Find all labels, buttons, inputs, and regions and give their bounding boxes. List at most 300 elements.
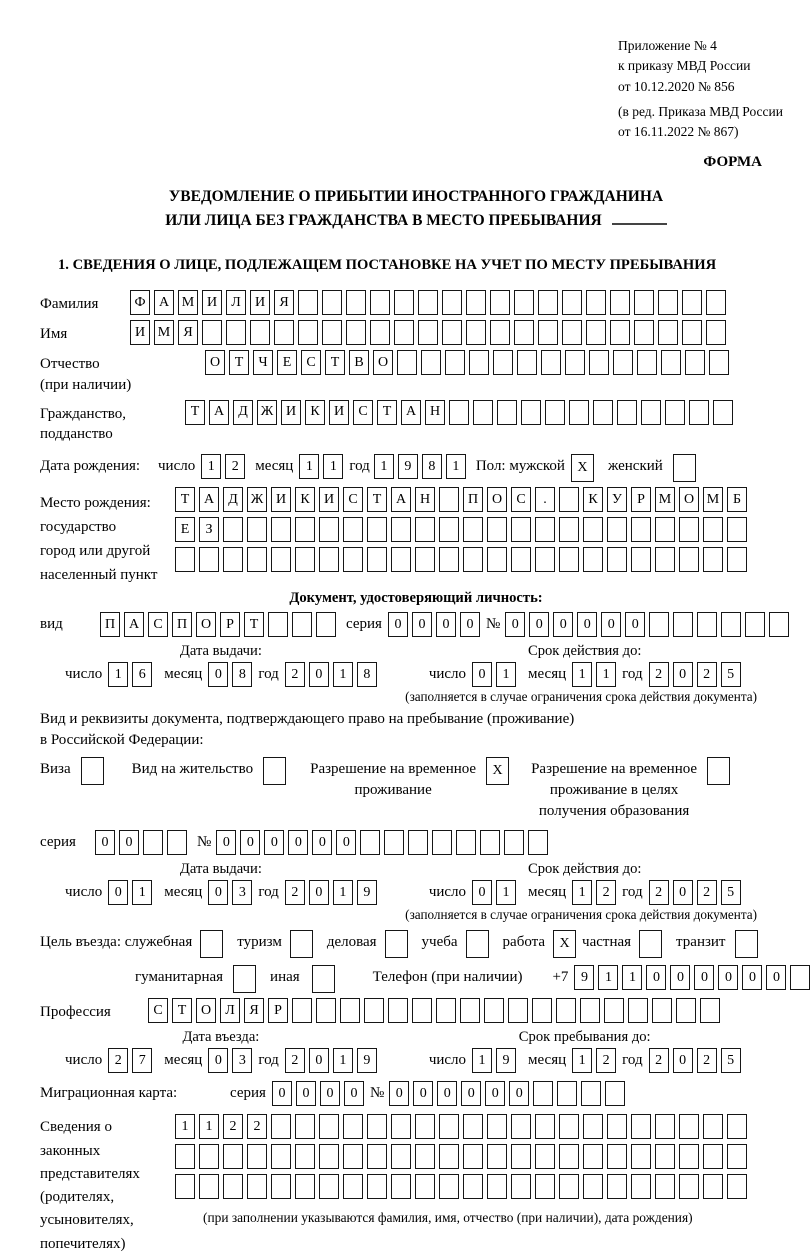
char-cell[interactable]: 0 <box>742 965 762 990</box>
char-cell[interactable]: 2 <box>649 880 669 905</box>
char-cell[interactable] <box>658 320 678 345</box>
char-cell[interactable]: 1 <box>572 1048 592 1073</box>
given-name-cells[interactable] <box>130 320 726 345</box>
char-cell[interactable]: Л <box>226 290 246 315</box>
char-cell[interactable] <box>343 1144 363 1169</box>
char-cell[interactable] <box>298 290 318 315</box>
representatives-row3-cells[interactable] <box>175 1174 747 1199</box>
char-cell[interactable]: 0 <box>412 612 432 637</box>
char-cell[interactable] <box>562 290 582 315</box>
char-cell[interactable]: 2 <box>596 880 616 905</box>
residence-valid-day-cells[interactable] <box>472 880 516 905</box>
char-cell[interactable]: 0 <box>309 1048 329 1073</box>
char-cell[interactable] <box>391 517 411 542</box>
char-cell[interactable] <box>689 400 709 425</box>
char-cell[interactable]: Ж <box>247 487 267 512</box>
char-cell[interactable]: Д <box>233 400 253 425</box>
char-cell[interactable] <box>580 998 600 1023</box>
identity-number-cells[interactable] <box>505 612 789 637</box>
char-cell[interactable]: 2 <box>285 880 305 905</box>
char-cell[interactable]: 9 <box>357 1048 377 1073</box>
char-cell[interactable]: 0 <box>601 612 621 637</box>
char-cell[interactable] <box>445 350 465 375</box>
char-cell[interactable] <box>271 1144 291 1169</box>
char-cell[interactable]: 8 <box>357 662 377 687</box>
char-cell[interactable] <box>727 1144 747 1169</box>
char-cell[interactable]: 1 <box>199 1114 219 1139</box>
char-cell[interactable] <box>637 350 657 375</box>
char-cell[interactable]: 1 <box>108 662 128 687</box>
char-cell[interactable] <box>661 350 681 375</box>
char-cell[interactable] <box>343 1114 363 1139</box>
char-cell[interactable]: Е <box>175 517 195 542</box>
char-cell[interactable]: 0 <box>553 612 573 637</box>
char-cell[interactable] <box>439 547 459 572</box>
char-cell[interactable] <box>649 612 669 637</box>
char-cell[interactable] <box>367 517 387 542</box>
char-cell[interactable]: М <box>178 290 198 315</box>
entry-day-cells[interactable] <box>108 1048 152 1073</box>
char-cell[interactable] <box>432 830 452 855</box>
char-cell[interactable] <box>463 1174 483 1199</box>
char-cell[interactable] <box>463 517 483 542</box>
char-cell[interactable] <box>631 517 651 542</box>
work-checkbox[interactable] <box>553 930 576 958</box>
char-cell[interactable]: 2 <box>649 1048 669 1073</box>
char-cell[interactable] <box>490 320 510 345</box>
char-cell[interactable] <box>292 612 312 637</box>
char-cell[interactable]: Н <box>415 487 435 512</box>
char-cell[interactable] <box>364 998 384 1023</box>
char-cell[interactable]: 2 <box>697 662 717 687</box>
char-cell[interactable] <box>641 400 661 425</box>
char-cell[interactable] <box>703 517 723 542</box>
char-cell[interactable]: 0 <box>718 965 738 990</box>
char-cell[interactable] <box>415 1114 435 1139</box>
char-cell[interactable]: А <box>401 400 421 425</box>
char-cell[interactable]: С <box>343 487 363 512</box>
char-cell[interactable]: 7 <box>132 1048 152 1073</box>
char-cell[interactable] <box>202 320 222 345</box>
char-cell[interactable] <box>497 400 517 425</box>
char-cell[interactable]: 0 <box>673 662 693 687</box>
char-cell[interactable]: О <box>196 998 216 1023</box>
char-cell[interactable]: И <box>271 487 291 512</box>
char-cell[interactable] <box>559 1144 579 1169</box>
char-cell[interactable]: С <box>148 612 168 637</box>
char-cell[interactable] <box>271 1114 291 1139</box>
char-cell[interactable] <box>679 1174 699 1199</box>
char-cell[interactable] <box>593 400 613 425</box>
residence-permit-checkbox[interactable] <box>263 757 286 785</box>
char-cell[interactable]: И <box>281 400 301 425</box>
char-cell[interactable] <box>199 547 219 572</box>
char-cell[interactable] <box>535 1144 555 1169</box>
char-cell[interactable] <box>607 1114 627 1139</box>
char-cell[interactable]: М <box>655 487 675 512</box>
char-cell[interactable] <box>223 547 243 572</box>
char-cell[interactable] <box>460 998 480 1023</box>
char-cell[interactable] <box>769 612 789 637</box>
char-cell[interactable]: Т <box>367 487 387 512</box>
char-cell[interactable]: 2 <box>285 662 305 687</box>
char-cell[interactable]: 2 <box>247 1114 267 1139</box>
char-cell[interactable] <box>223 1144 243 1169</box>
char-cell[interactable] <box>541 350 561 375</box>
char-cell[interactable] <box>343 517 363 542</box>
char-cell[interactable] <box>583 547 603 572</box>
char-cell[interactable]: И <box>319 487 339 512</box>
char-cell[interactable]: X <box>486 757 509 785</box>
char-cell[interactable] <box>679 1114 699 1139</box>
char-cell[interactable]: Т <box>175 487 195 512</box>
char-cell[interactable]: 2 <box>596 1048 616 1073</box>
char-cell[interactable] <box>421 350 441 375</box>
char-cell[interactable]: 3 <box>232 1048 252 1073</box>
char-cell[interactable]: Д <box>223 487 243 512</box>
char-cell[interactable] <box>442 320 462 345</box>
private-checkbox[interactable] <box>639 930 662 958</box>
char-cell[interactable] <box>533 1081 553 1106</box>
char-cell[interactable] <box>263 757 286 785</box>
char-cell[interactable] <box>480 830 500 855</box>
char-cell[interactable]: Ч <box>253 350 273 375</box>
char-cell[interactable] <box>545 400 565 425</box>
char-cell[interactable]: С <box>301 350 321 375</box>
char-cell[interactable]: 0 <box>320 1081 340 1106</box>
char-cell[interactable] <box>484 998 504 1023</box>
char-cell[interactable] <box>703 1114 723 1139</box>
char-cell[interactable]: 1 <box>446 454 466 479</box>
char-cell[interactable] <box>487 517 507 542</box>
char-cell[interactable] <box>247 547 267 572</box>
birth-place-row3-cells[interactable] <box>175 547 747 572</box>
char-cell[interactable] <box>391 547 411 572</box>
char-cell[interactable] <box>346 320 366 345</box>
char-cell[interactable]: X <box>571 454 594 482</box>
char-cell[interactable] <box>511 1144 531 1169</box>
char-cell[interactable] <box>271 547 291 572</box>
char-cell[interactable]: Я <box>274 290 294 315</box>
char-cell[interactable] <box>610 290 630 315</box>
char-cell[interactable]: И <box>130 320 150 345</box>
char-cell[interactable]: О <box>679 487 699 512</box>
char-cell[interactable]: 1 <box>622 965 642 990</box>
char-cell[interactable] <box>487 547 507 572</box>
char-cell[interactable]: П <box>172 612 192 637</box>
char-cell[interactable] <box>274 320 294 345</box>
char-cell[interactable] <box>367 1174 387 1199</box>
char-cell[interactable]: Т <box>244 612 264 637</box>
char-cell[interactable] <box>295 517 315 542</box>
char-cell[interactable] <box>583 1114 603 1139</box>
char-cell[interactable] <box>412 998 432 1023</box>
edu-residence-checkbox[interactable] <box>707 757 730 785</box>
char-cell[interactable] <box>631 1174 651 1199</box>
char-cell[interactable] <box>394 320 414 345</box>
char-cell[interactable] <box>538 320 558 345</box>
char-cell[interactable] <box>370 290 390 315</box>
char-cell[interactable] <box>569 400 589 425</box>
char-cell[interactable] <box>370 320 390 345</box>
char-cell[interactable] <box>706 290 726 315</box>
char-cell[interactable] <box>175 1144 195 1169</box>
char-cell[interactable] <box>559 1114 579 1139</box>
char-cell[interactable] <box>703 1174 723 1199</box>
char-cell[interactable]: А <box>199 487 219 512</box>
char-cell[interactable] <box>535 517 555 542</box>
char-cell[interactable]: 0 <box>296 1081 316 1106</box>
char-cell[interactable] <box>655 1114 675 1139</box>
char-cell[interactable] <box>607 1144 627 1169</box>
char-cell[interactable] <box>442 290 462 315</box>
char-cell[interactable]: 1 <box>132 880 152 905</box>
char-cell[interactable] <box>466 320 486 345</box>
char-cell[interactable]: 0 <box>413 1081 433 1106</box>
birth-place-row2-cells[interactable] <box>175 517 747 542</box>
identity-issue-day-cells[interactable] <box>108 662 152 687</box>
char-cell[interactable] <box>436 998 456 1023</box>
char-cell[interactable] <box>415 517 435 542</box>
char-cell[interactable] <box>583 517 603 542</box>
char-cell[interactable]: 0 <box>344 1081 364 1106</box>
char-cell[interactable] <box>745 612 765 637</box>
char-cell[interactable]: 2 <box>225 454 245 479</box>
char-cell[interactable] <box>319 1114 339 1139</box>
char-cell[interactable] <box>673 454 696 482</box>
birth-day-cells[interactable] <box>201 454 245 479</box>
char-cell[interactable] <box>367 1114 387 1139</box>
char-cell[interactable] <box>340 998 360 1023</box>
transit-checkbox[interactable] <box>735 930 758 958</box>
char-cell[interactable]: 9 <box>574 965 594 990</box>
char-cell[interactable] <box>247 1144 267 1169</box>
char-cell[interactable] <box>490 290 510 315</box>
char-cell[interactable] <box>581 1081 601 1106</box>
char-cell[interactable]: 0 <box>472 880 492 905</box>
char-cell[interactable] <box>583 1144 603 1169</box>
representatives-row2-cells[interactable] <box>175 1144 747 1169</box>
char-cell[interactable]: 8 <box>422 454 442 479</box>
char-cell[interactable] <box>388 998 408 1023</box>
char-cell[interactable] <box>319 517 339 542</box>
char-cell[interactable] <box>487 1114 507 1139</box>
char-cell[interactable]: А <box>391 487 411 512</box>
char-cell[interactable] <box>605 1081 625 1106</box>
residence-valid-year-cells[interactable] <box>649 880 741 905</box>
char-cell[interactable] <box>521 400 541 425</box>
char-cell[interactable]: 1 <box>333 662 353 687</box>
char-cell[interactable] <box>655 547 675 572</box>
surname-cells[interactable] <box>130 290 726 315</box>
char-cell[interactable] <box>298 320 318 345</box>
char-cell[interactable] <box>665 400 685 425</box>
residence-issue-day-cells[interactable] <box>108 880 152 905</box>
char-cell[interactable] <box>703 1144 723 1169</box>
char-cell[interactable]: К <box>295 487 315 512</box>
char-cell[interactable] <box>397 350 417 375</box>
char-cell[interactable]: 0 <box>437 1081 457 1106</box>
char-cell[interactable] <box>700 998 720 1023</box>
char-cell[interactable]: 0 <box>673 1048 693 1073</box>
char-cell[interactable]: О <box>487 487 507 512</box>
char-cell[interactable] <box>613 350 633 375</box>
char-cell[interactable] <box>713 400 733 425</box>
char-cell[interactable] <box>223 517 243 542</box>
char-cell[interactable] <box>511 1114 531 1139</box>
char-cell[interactable] <box>487 1174 507 1199</box>
char-cell[interactable]: 0 <box>646 965 666 990</box>
char-cell[interactable] <box>81 757 104 785</box>
char-cell[interactable] <box>167 830 187 855</box>
char-cell[interactable] <box>268 612 288 637</box>
char-cell[interactable]: 1 <box>572 662 592 687</box>
char-cell[interactable] <box>727 547 747 572</box>
char-cell[interactable] <box>535 547 555 572</box>
char-cell[interactable]: 2 <box>697 1048 717 1073</box>
char-cell[interactable]: 0 <box>216 830 236 855</box>
char-cell[interactable]: 0 <box>108 880 128 905</box>
char-cell[interactable] <box>634 320 654 345</box>
char-cell[interactable] <box>617 400 637 425</box>
char-cell[interactable] <box>631 1114 651 1139</box>
char-cell[interactable]: 2 <box>108 1048 128 1073</box>
char-cell[interactable] <box>271 1174 291 1199</box>
char-cell[interactable] <box>343 547 363 572</box>
char-cell[interactable] <box>408 830 428 855</box>
char-cell[interactable]: О <box>373 350 393 375</box>
char-cell[interactable]: 0 <box>505 612 525 637</box>
citizenship-cells[interactable] <box>185 400 733 425</box>
other-purpose-checkbox[interactable] <box>312 965 335 993</box>
char-cell[interactable]: И <box>250 290 270 315</box>
char-cell[interactable]: П <box>463 487 483 512</box>
char-cell[interactable]: 5 <box>721 880 741 905</box>
char-cell[interactable]: Р <box>220 612 240 637</box>
char-cell[interactable] <box>532 998 552 1023</box>
char-cell[interactable] <box>175 547 195 572</box>
char-cell[interactable] <box>199 1144 219 1169</box>
char-cell[interactable] <box>721 612 741 637</box>
char-cell[interactable]: 8 <box>232 662 252 687</box>
char-cell[interactable] <box>493 350 513 375</box>
char-cell[interactable]: З <box>199 517 219 542</box>
char-cell[interactable] <box>343 1174 363 1199</box>
temp-residence-checkbox[interactable] <box>486 757 509 785</box>
residence-series-cells[interactable] <box>95 830 187 855</box>
char-cell[interactable] <box>556 998 576 1023</box>
char-cell[interactable]: 1 <box>496 662 516 687</box>
char-cell[interactable]: К <box>583 487 603 512</box>
char-cell[interactable]: 1 <box>323 454 343 479</box>
char-cell[interactable]: 0 <box>208 662 228 687</box>
char-cell[interactable] <box>346 290 366 315</box>
humanitarian-checkbox[interactable] <box>233 965 256 993</box>
char-cell[interactable] <box>673 612 693 637</box>
residence-issue-month-cells[interactable] <box>208 880 252 905</box>
representatives-row1-cells[interactable] <box>175 1114 747 1139</box>
char-cell[interactable]: Р <box>268 998 288 1023</box>
char-cell[interactable] <box>200 930 223 958</box>
char-cell[interactable]: С <box>148 998 168 1023</box>
char-cell[interactable] <box>703 547 723 572</box>
char-cell[interactable] <box>415 1174 435 1199</box>
char-cell[interactable] <box>583 1174 603 1199</box>
char-cell[interactable] <box>604 998 624 1023</box>
char-cell[interactable] <box>449 400 469 425</box>
char-cell[interactable] <box>418 290 438 315</box>
char-cell[interactable]: 1 <box>175 1114 195 1139</box>
char-cell[interactable] <box>418 320 438 345</box>
char-cell[interactable] <box>319 1174 339 1199</box>
char-cell[interactable] <box>679 1144 699 1169</box>
char-cell[interactable]: 5 <box>721 662 741 687</box>
char-cell[interactable] <box>292 998 312 1023</box>
char-cell[interactable] <box>439 1174 459 1199</box>
sex-female-checkbox[interactable] <box>673 454 696 482</box>
char-cell[interactable]: Т <box>377 400 397 425</box>
identity-kind-cells[interactable] <box>100 612 336 637</box>
purpose-official-checkbox[interactable] <box>200 930 223 958</box>
char-cell[interactable]: 0 <box>264 830 284 855</box>
char-cell[interactable]: 9 <box>357 880 377 905</box>
stay-month-cells[interactable] <box>572 1048 616 1073</box>
char-cell[interactable]: А <box>154 290 174 315</box>
char-cell[interactable]: 0 <box>766 965 786 990</box>
char-cell[interactable] <box>727 517 747 542</box>
char-cell[interactable] <box>466 930 489 958</box>
char-cell[interactable]: 1 <box>572 880 592 905</box>
char-cell[interactable]: М <box>154 320 174 345</box>
char-cell[interactable]: 2 <box>223 1114 243 1139</box>
char-cell[interactable]: 2 <box>649 662 669 687</box>
char-cell[interactable]: 0 <box>288 830 308 855</box>
char-cell[interactable] <box>727 1114 747 1139</box>
char-cell[interactable]: 0 <box>309 880 329 905</box>
patronymic-cells[interactable] <box>205 350 729 375</box>
char-cell[interactable] <box>589 350 609 375</box>
char-cell[interactable] <box>685 350 705 375</box>
char-cell[interactable]: 3 <box>232 880 252 905</box>
residence-issue-year-cells[interactable] <box>285 880 377 905</box>
char-cell[interactable] <box>628 998 648 1023</box>
char-cell[interactable] <box>456 830 476 855</box>
char-cell[interactable]: 9 <box>398 454 418 479</box>
char-cell[interactable]: 1 <box>598 965 618 990</box>
char-cell[interactable] <box>631 547 651 572</box>
phone-cells[interactable] <box>574 965 810 990</box>
char-cell[interactable] <box>586 290 606 315</box>
char-cell[interactable] <box>676 998 696 1023</box>
char-cell[interactable]: 0 <box>460 612 480 637</box>
char-cell[interactable] <box>439 1144 459 1169</box>
char-cell[interactable]: 0 <box>95 830 115 855</box>
char-cell[interactable]: Н <box>425 400 445 425</box>
profession-cells[interactable] <box>148 998 720 1023</box>
char-cell[interactable]: 0 <box>529 612 549 637</box>
char-cell[interactable] <box>706 320 726 345</box>
char-cell[interactable] <box>322 290 342 315</box>
study-checkbox[interactable] <box>466 930 489 958</box>
residence-valid-month-cells[interactable] <box>572 880 616 905</box>
char-cell[interactable]: 0 <box>461 1081 481 1106</box>
char-cell[interactable] <box>312 965 335 993</box>
sex-male-checkbox[interactable] <box>571 454 594 482</box>
char-cell[interactable]: 6 <box>132 662 152 687</box>
identity-valid-year-cells[interactable] <box>649 662 741 687</box>
char-cell[interactable] <box>511 1174 531 1199</box>
char-cell[interactable] <box>504 830 524 855</box>
